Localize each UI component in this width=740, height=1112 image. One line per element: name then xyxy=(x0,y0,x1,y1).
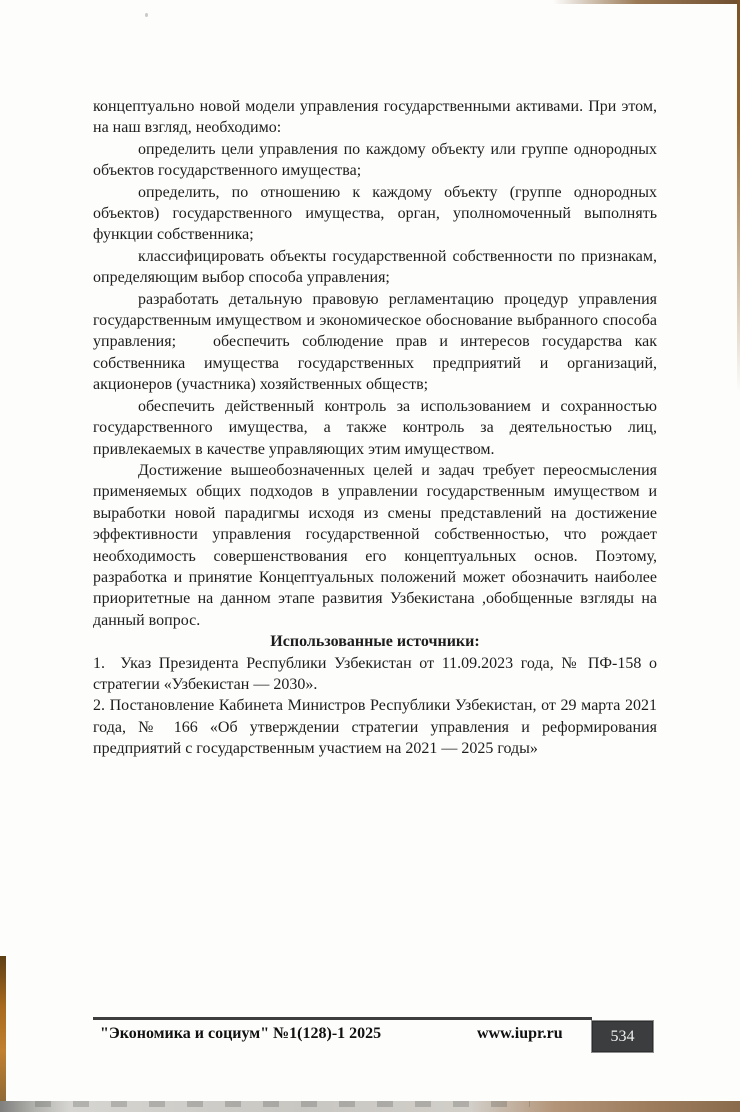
source-item: 1. Указ Президента Республики Узбекистан от 11.09.2023 года, № ПФ-158 о стратегии «Узбекистан — 2030». xyxy=(93,654,657,693)
scan-edge-left xyxy=(0,956,6,1102)
paragraph: обеспечить действенный контроль за использованием и сохранностью государственного имущества, а также контроль за деятельностью лиц, привлекаемых в качестве управляющих этим имуществом. xyxy=(93,397,657,458)
scan-edge-top xyxy=(553,0,740,4)
scan-edge-bottom-noise xyxy=(35,1101,530,1107)
scan-speck xyxy=(145,13,148,17)
footer-journal-title: "Экономика и социум" №1(128)-1 2025 xyxy=(100,1025,382,1042)
paragraph: концептуально новой модели управления государственными активами. При этом, на наш взгляд, необходимо: xyxy=(93,98,657,137)
paragraph: разработать детальную правовую регламентацию процедур управления государственным имуществом и экономическое обоснование выбранного способа управления; обеспечить соблюдение прав и интересов государства как собственника имущества государственных предприятий и организаций, акционеров (участника) хозяйственных обществ; xyxy=(93,290,657,394)
paragraph: классифицировать объекты государственной собственности по признакам, определяющим выбор способа управления; xyxy=(93,247,657,287)
body-text xyxy=(93,96,657,760)
paragraph: определить цели управления по каждому объекту или группе однородных объектов государственного имущества; xyxy=(93,140,657,180)
sources-heading: Использованные источники: xyxy=(270,633,480,651)
footer-divider xyxy=(93,1017,592,1020)
page-number-badge: 534 xyxy=(591,1020,654,1053)
source-item: 2. Постановление Кабинета Министров Республики Узбекистан, от 29 марта 2021 года, № 166 «Об утверждении стратегии управления и реформирования предприятий с государственным участием на 2021 — 2025 годы» xyxy=(93,697,657,758)
paragraph: Достижение вышеобозначенных целей и задач требует переосмысления применяемых общих подходов в управлении государственным имуществом и выработки новой парадигмы исходя из смены представлений на достижение эффективности управления государственной собственностью, что рождает необходимость совершенствования его концептуальных основ. Поэтому, разработка и принятие Концептуальных положений может обозначить наиболее приоритетные на данном этапе развития Узбекистана ,обобщенные взгляды на данный вопрос. xyxy=(93,461,657,629)
paragraph: определить, по отношению к каждому объекту (группе однородных объектов) государственного имущества, орган, уполномоченный выполнять функции собственника; xyxy=(93,183,657,244)
footer-website: www.iupr.ru xyxy=(477,1025,563,1042)
